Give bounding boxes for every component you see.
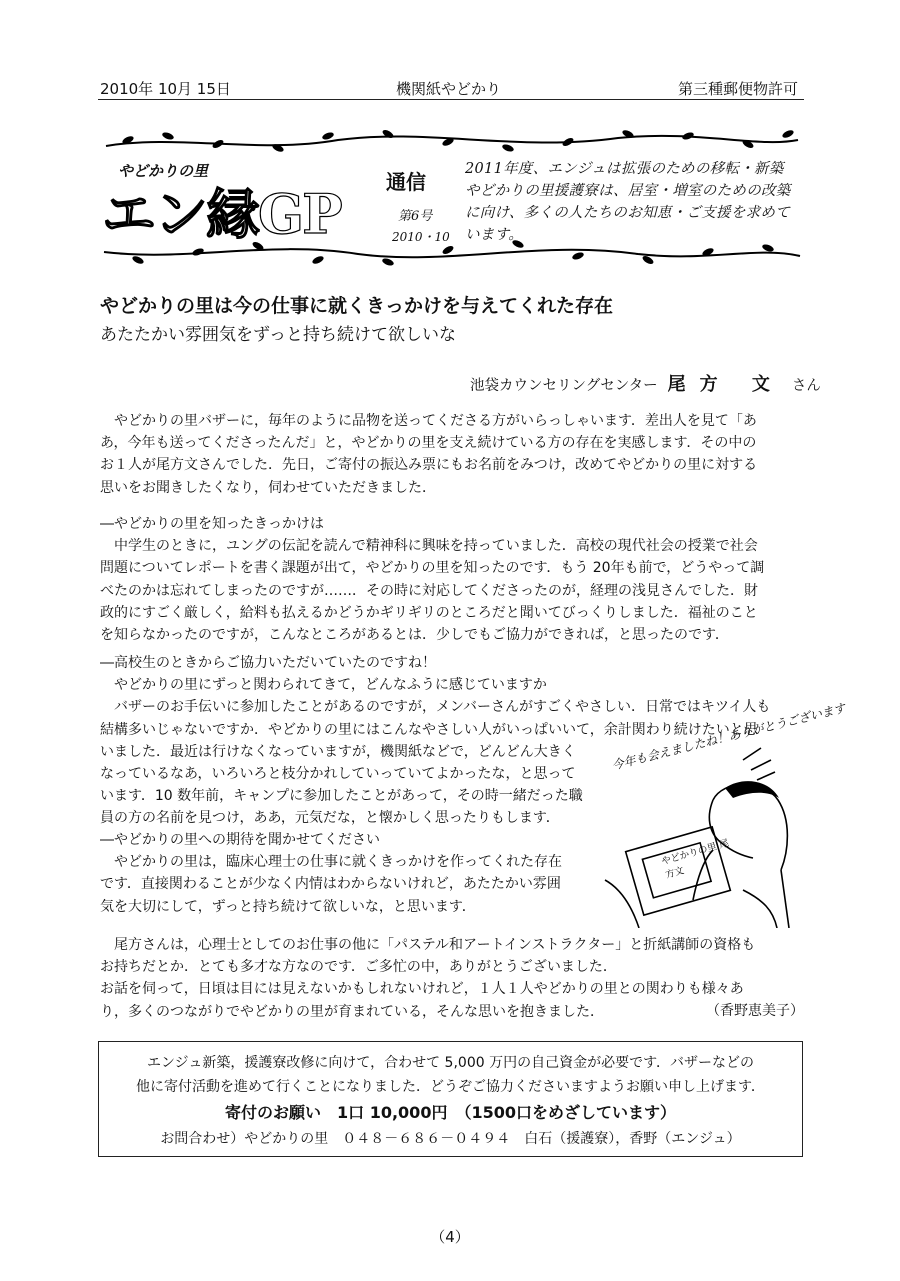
answer-line: 問題についてレポートを書く課題が出て，やどかりの里を知ったのです．もう 20年も前で，どうやって調 xyxy=(100,560,765,577)
header-date: 2010年 10月 15日 xyxy=(100,80,231,98)
answer-line: です．直接関わることが少なく内情はわからないけれど，あたたかい雰囲 xyxy=(100,876,561,893)
article-intro xyxy=(100,410,805,499)
question-3: ―やどかりの里への期待を聞かせてください xyxy=(100,832,380,848)
header-permit: 第三種郵便物許可 xyxy=(678,80,799,98)
answer-line: 員の方の名前を見つけ，ああ，元気だな，と懐かしく思ったりもします． xyxy=(100,810,560,827)
notice-appeal: 寄付のお願い 1口 10,000円 （1500口をめざしています） xyxy=(225,1103,676,1122)
article-title: やどかりの里は今の仕事に就くきっかけを与えてくれた存在 xyxy=(100,295,614,317)
answer-line: を知らなかったのですが，こんなところがあるとは．少しでもご協力ができれば，と思ったのです． xyxy=(100,627,729,644)
banner-note xyxy=(465,158,800,246)
answer-line: 中学生のときに，ユングの伝記を読んで精神科に興味を持っていました．高校の現代社会の授業で社会 xyxy=(114,538,758,555)
answer-line: 結構多いじゃないですか．やどかりの里にはこんなやさしい人がいっぱいいて，余計関わり続けたいと思 xyxy=(100,721,758,738)
answer-line: やどかりの里は，臨床心理士の仕事に就くきっかけを作ってくれた存在 xyxy=(114,854,562,871)
logo-tsushin: 通信 xyxy=(386,170,426,194)
page-number: （4） xyxy=(430,1228,470,1246)
closing-line: り，多くのつながりでやどかりの里が育まれている，そんな思いを抱きました． xyxy=(100,1003,604,1020)
header-rule xyxy=(98,99,804,100)
logo-small-text: やどかりの里 xyxy=(118,162,209,180)
illustration-caption: 今年も会えましたね！ありがとうございます xyxy=(610,700,847,773)
article-credit: （香野恵美子） xyxy=(706,1003,804,1019)
answer-line: なっているなあ，いろいろと枝分かれしていっていてよかったな，と思って xyxy=(100,766,576,783)
banner-note-line: やどかりの里援護寮は、居室・増室のための改築 xyxy=(465,183,791,199)
notice-contact: お問合わせ）やどかりの里 ０４８－６８６－０４９４ 白石（援護寮），香野（エンジュ） xyxy=(160,1131,741,1147)
answer-line: べたのかは忘れてしまったのですが……．その時に対応してくださったのが，経理の浅見さんでした．財 xyxy=(100,582,758,599)
answer-line: 気を大切にして，ずっと持ち続けて欲しいな，と思います． xyxy=(100,898,476,915)
closing-line: お話を伺って，日頃は目には見えないかもしれないけれど，１人１人やどかりの里との関わりも様々あ xyxy=(100,981,744,998)
header-publication: 機関紙やどかり xyxy=(396,80,502,98)
question-2b: やどかりの里にずっと関わられてきて，どんなふうに感じていますか xyxy=(114,677,547,694)
answer-line: 政的にすごく厳しく，給料も払えるかどうかギリギリのところだと聞いてびっくりしました．福祉のこと xyxy=(100,604,758,621)
banner-note-line: 2011年度、エンジュは拡張のための移転・新築 xyxy=(465,161,784,177)
intro-line: あ，今年も送ってくださったんだ」と，やどかりの里を支え続けている方の存在を実感します．その中の xyxy=(100,435,757,452)
closing-line: お持ちだとか．とても多才な方なのです．ご多忙の中，ありがとうございました． xyxy=(100,959,617,976)
logo-issue: 第6号 xyxy=(398,209,433,224)
banner-note-line: に向け、多くの人たちのお知恵・ご支援を求めています。 xyxy=(465,205,791,243)
logo-date: 2010・10 xyxy=(392,230,450,244)
article-subtitle: あたたかい雰囲気をずっと持ち続けて欲しいな xyxy=(100,325,456,345)
answer-line: バザーのお手伝いに参加したことがあるのですが，メンバーさんがすごくやさしい．日常ではキツイ人も xyxy=(114,699,771,716)
intro-line: お１人が尾方文さんでした．先日，ご寄付の振込み票にもお名前をみつけ，改めてやどかりの里に対する xyxy=(100,457,758,474)
intro-line: やどかりの里バザーに，毎年のように品物を送ってくださる方がいらっしゃいます．差出人を見て「あ xyxy=(114,413,757,429)
notice-line-1: エンジュ新築，援護寮改修に向けて，合わせて 5,000 万円の自己資金が必要です．バザーなどの xyxy=(147,1055,754,1071)
closing-line: 尾方さんは，心理士としてのお仕事の他に「パステル和アートインストラクター」と折紙講師の資格も xyxy=(114,937,756,953)
article-closing xyxy=(100,934,805,1023)
section-q1 xyxy=(100,513,805,646)
byline xyxy=(470,370,821,396)
answer-line: います．10 数年前，キャンプに参加したことがあって，その時一緒だった職 xyxy=(100,788,583,805)
logo-main-text: エン縁GP xyxy=(102,182,341,246)
question-1: ―やどかりの里を知ったきっかけは xyxy=(100,516,324,532)
notice-line-2: 他に寄付活動を進めて行くことになりました．どうぞご協力くださいますようお願い申し上げます． xyxy=(136,1079,765,1095)
intro-line: 思いをお聞きしたくなり，伺わせていただきました． xyxy=(100,479,436,496)
answer-line: いました．最近は行けなくなっていますが，機関紙などで，どんどん大きく xyxy=(100,743,576,760)
question-2: ―高校生のときからご協力いただいていたのですね！ xyxy=(100,655,436,671)
byline-org: 池袋カウンセリングセンター xyxy=(470,378,658,394)
byline-suffix: さん xyxy=(791,378,821,394)
byline-name: 尾方 文 xyxy=(667,374,784,395)
illustration-sign-text: やどかりの里 尾方文 xyxy=(660,837,731,881)
